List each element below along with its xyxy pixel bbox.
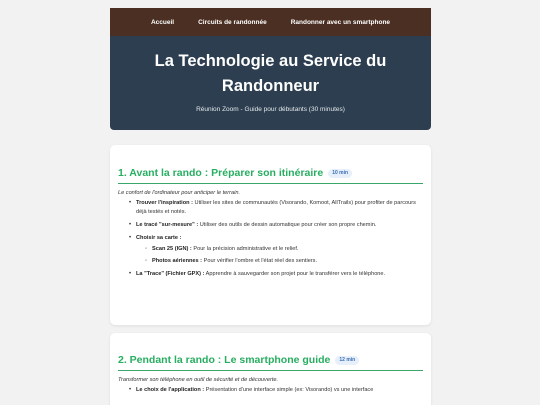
nav-link-smartphone[interactable]: Randonner avec un smartphone	[290, 18, 391, 26]
list-item	[136, 234, 423, 266]
section-list-1	[136, 199, 423, 279]
sub-item-text: Pour vérifier l'ombre et l'état réel des sentiers.	[202, 258, 318, 264]
page-subtitle: Réunion Zoom - Guide pour débutants (30 minutes)	[196, 106, 345, 113]
list-item	[136, 386, 423, 395]
list-item-label: Le choix de l'application :	[136, 387, 205, 393]
sub-list-item	[152, 245, 423, 254]
section-title-2: 2. Pendant la rando : Le smartphone guide	[118, 354, 331, 366]
duration-badge-2: 12 min	[335, 356, 359, 365]
sub-item-text: Pour la précision administrative et le relief.	[191, 246, 299, 252]
list-item	[136, 221, 423, 230]
section-title-1: 1. Avant la rando : Préparer son itinéraire	[118, 167, 324, 179]
section-intro-2: Transformer son téléphone en outil de sécurité et de découverte.	[118, 377, 279, 383]
sub-list	[152, 245, 423, 266]
duration-badge-1: 10 min	[328, 169, 352, 178]
top-nav	[110, 8, 431, 36]
list-item-text: Apprendre à sauvegarder son projet pour le transférer vers le téléphone.	[204, 271, 386, 277]
sub-item-label: Scan 25 (IGN) :	[152, 246, 192, 252]
page-title: La Technologie au Service du Randonneur	[154, 52, 387, 95]
list-item-label: La "Trace" (Fichier GPX) :	[136, 271, 205, 277]
nav-link-accueil[interactable]: Accueil	[150, 18, 175, 26]
list-item-text: Utiliser des outils de dessin automatique pour créer son propre chemin.	[198, 222, 377, 228]
list-item-text: Utiliser les sites de communautés (Visorando, Komoot, AllTrails) pour profiter de parcours déjà testés et notés.	[136, 200, 416, 215]
list-item-label: Le tracé "sur-mesure" :	[136, 222, 199, 228]
nav-link-circuits[interactable]: Circuits de randonnée	[198, 18, 267, 26]
section-intro-1: Le confort de l'ordinateur pour anticiper le terrain.	[118, 190, 241, 196]
section-header-2	[118, 354, 423, 371]
list-item	[136, 199, 423, 217]
section-header-1	[118, 167, 423, 184]
section-list-2	[136, 386, 423, 395]
hero-banner	[110, 36, 431, 130]
list-item-label: Trouver l'inspiration :	[136, 200, 193, 206]
list-item-label: Choisir sa carte :	[136, 235, 182, 241]
sub-item-label: Photos aériennes :	[152, 258, 203, 264]
list-item-text: Présentation d'une interface simple (ex: Visorando) vs une interface	[204, 387, 374, 393]
list-item	[136, 270, 423, 279]
section-card-1	[110, 145, 431, 325]
section-card-2	[110, 333, 431, 405]
sub-list-item	[152, 257, 423, 266]
